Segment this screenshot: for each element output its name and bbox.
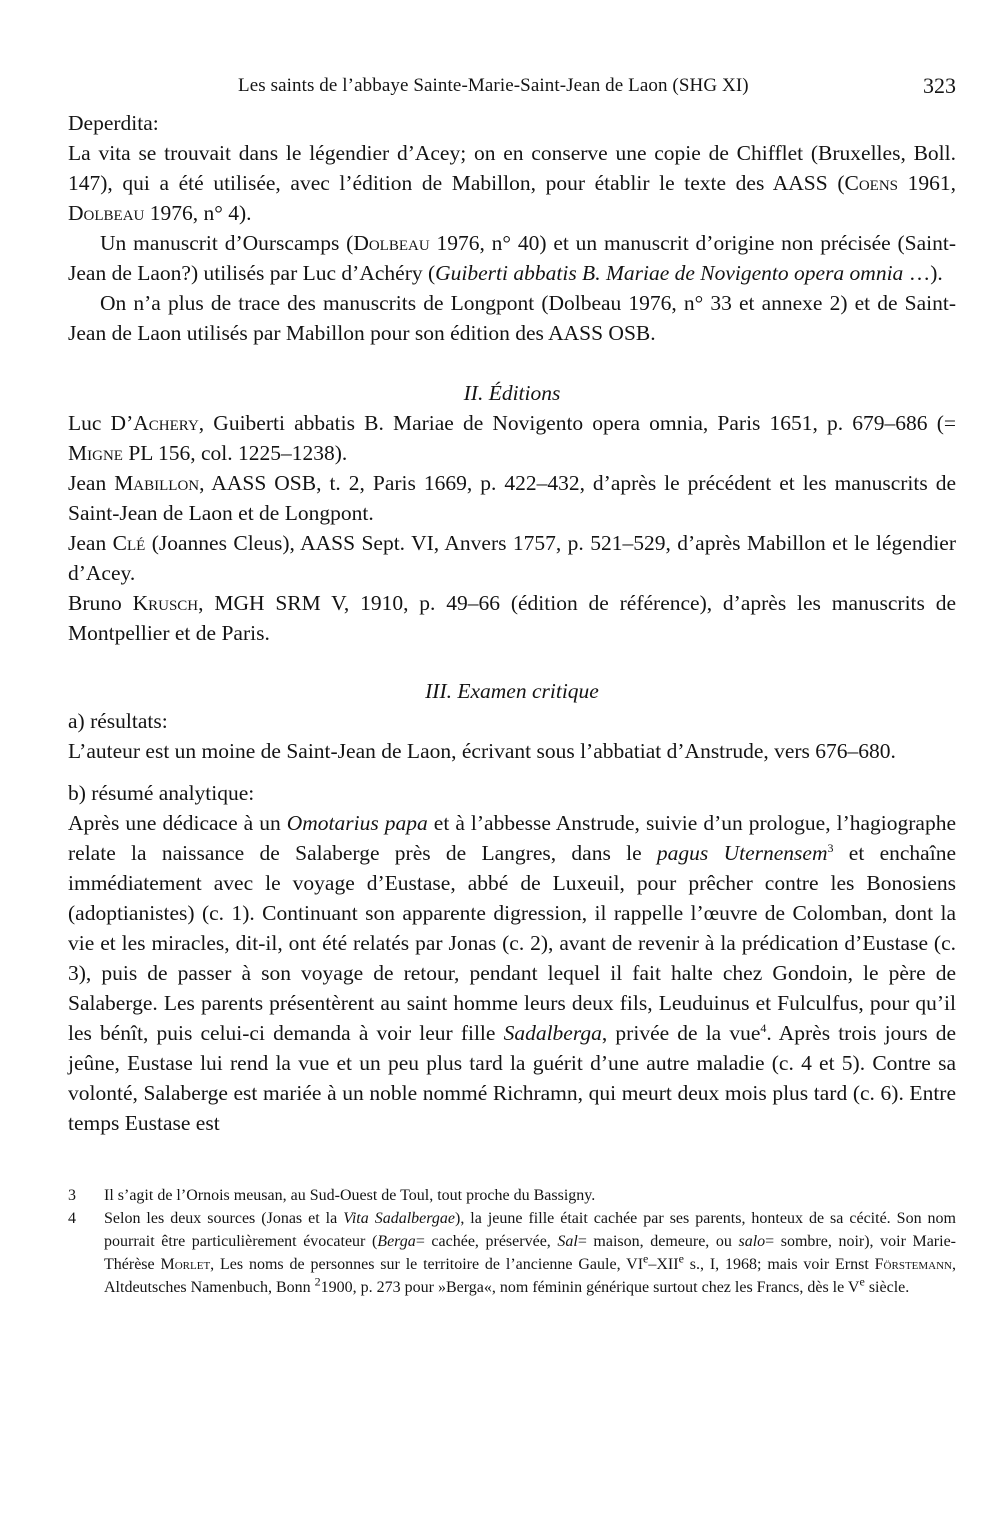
text: , Altdeutsches Namenbuch, Bonn bbox=[104, 1256, 957, 1296]
author-name: Achery bbox=[133, 411, 199, 435]
superscript: e bbox=[643, 1251, 649, 1266]
text: et à l’abbesse Anstrude, suivie d’un prologue, l’hagiographe relate la naissance de Salaberge près de Langres, dans le bbox=[68, 811, 956, 865]
text: 1900, p. 273 pour »Berga«, nom féminin générique surtout chez les Francs, dès le V bbox=[320, 1279, 860, 1296]
edition-entry bbox=[68, 468, 956, 528]
text: La vita se trouvait dans le légendier d’Acey; on en conserve une copie de Chifflet (Bruxelles, Boll. 147), qui a été utilisée, avec l’édition de Mabillon, pour établir le texte des AASS ( bbox=[68, 141, 956, 195]
text: , Guiberti abbatis B. Mariae de Novigento opera omnia, Paris 1651, p. 679–686 (= bbox=[198, 411, 956, 435]
footnote-ref[interactable]: 3 bbox=[827, 840, 834, 855]
page-number: 323 bbox=[923, 73, 956, 98]
italic-term: Sadalberga bbox=[503, 1021, 602, 1045]
section-heading-examen: III. Examen critique bbox=[425, 679, 599, 703]
text: –XII bbox=[648, 1256, 679, 1273]
text: siècle. bbox=[864, 1279, 910, 1296]
deperdita-paragraph-3: On n’a plus de trace des manuscrits de Longpont (Dolbeau 1976, n° 33 et annexe 2) et de Saint-Jean de Laon utilisés par Mabillon pour son édition des AASS OSB. bbox=[68, 291, 956, 345]
author-name: Morlet bbox=[160, 1256, 211, 1273]
author-name: Dolbeau bbox=[68, 201, 145, 225]
work-title: Guiberti abbatis B. Mariae de Novigento opera omnia bbox=[435, 261, 904, 285]
author-name: Förstemann bbox=[874, 1256, 953, 1273]
author-name: Mabillon bbox=[114, 471, 200, 495]
author-name: Coens bbox=[844, 171, 899, 195]
edition-entry bbox=[68, 588, 956, 648]
page bbox=[68, 64, 956, 1299]
footnote-ref[interactable]: 4 bbox=[760, 1020, 767, 1035]
footnotes bbox=[68, 1184, 956, 1299]
author-name: Clé bbox=[112, 531, 146, 555]
text: , AASS OSB, t. 2, Paris 1669, p. 422–432, d’après le précédent et les manuscrits de Saint-Jean de Laon et de Longpont. bbox=[68, 471, 956, 525]
running-head bbox=[68, 64, 956, 108]
footnote-number: 3 bbox=[68, 1187, 76, 1204]
superscript: e bbox=[678, 1251, 684, 1266]
author-name: Migne bbox=[68, 441, 123, 465]
italic-term: pagus Uternensem bbox=[656, 841, 828, 865]
text: Un manuscrit d’Ourscamps ( bbox=[100, 231, 354, 255]
edition-entry bbox=[68, 528, 956, 588]
author-name: Dolbeau bbox=[353, 231, 430, 255]
italic-term: Vita Sadalbergae bbox=[343, 1210, 455, 1227]
text: …). bbox=[903, 261, 943, 285]
text: = maison, demeure, ou bbox=[577, 1233, 739, 1250]
text: . Après trois jours de jeûne, Eustase lui rend la vue et un peu plus tard la guérit d’une autre maladie (c. 4 et 5). Contre sa volonté, Salaberge est mariée à un noble nommé Richramn, qui meurt deux mois plus tard (c. 6). Entre temps Eustase est bbox=[68, 1021, 956, 1135]
summary-paragraph bbox=[68, 808, 956, 1138]
footnote bbox=[68, 1184, 956, 1207]
deperdita-paragraph-1 bbox=[68, 138, 956, 228]
footnote bbox=[68, 1207, 956, 1299]
text: s., I, 1968; mais voir Ernst bbox=[683, 1256, 875, 1273]
text: Selon les deux sources (Jonas et la bbox=[104, 1210, 344, 1227]
subsection-label: a) résultats: bbox=[68, 709, 168, 733]
section-heading-editions: II. Éditions bbox=[463, 381, 561, 405]
italic-term: Omotarius papa bbox=[286, 811, 428, 835]
italic-term: Sal bbox=[557, 1233, 578, 1250]
text: , privée de la vue bbox=[601, 1021, 761, 1045]
footnote-text bbox=[104, 1207, 956, 1299]
text: et enchaîne immédiatement avec le voyage d’Eustase, abbé de Luxeuil, pour prêcher contre les Bonosiens (adoptianistes) (c. 1). Continuant son apparente digression, il rappelle l’œuvre de Colomban, dont la vie et les miracles, dit-il, ont été relatés par Jonas (c. 2), avant de revenir à la prédication d’Eustase (c. 3), puis de passer à son voyage de retour, pendant lequel il fait halte chez Gondoin, le père de Salaberge. Les parents présentèrent au saint homme leurs deux fils, Leuduinus et Fulculfus, pour qu’il les bénît, puis celui-ci demanda à voir leur fille bbox=[68, 841, 956, 1045]
text: Après une dédicace à un bbox=[68, 811, 287, 835]
text: 1976, n° 40) et un manuscrit d’origine non précisée (Saint-Jean de Laon?) utilisés par Luc d’Achéry ( bbox=[68, 231, 956, 285]
text: = sombre, noir), voir Marie-Thérèse bbox=[104, 1233, 957, 1273]
text: ), la jeune fille était cachée par ses parents, honteux de sa cécité. Son nom pourrait être particulièrement évocateur ( bbox=[104, 1210, 957, 1250]
text: Luc D’ bbox=[68, 411, 134, 435]
italic-term: salo bbox=[738, 1233, 766, 1250]
text: 1961, bbox=[898, 171, 957, 195]
text: Jean bbox=[68, 471, 115, 495]
subsection-label: b) résumé analytique: bbox=[68, 781, 255, 805]
text: 1976, n° 4). bbox=[144, 201, 252, 225]
text: (Joannes Cleus), AASS Sept. VI, Anvers 1757, p. 521–529, d’après Mabillon et le légendier d’Acey. bbox=[68, 531, 957, 585]
italic-term: Berga bbox=[377, 1233, 416, 1250]
text: PL 156, col. 1225–1238). bbox=[122, 441, 348, 465]
text: Bruno bbox=[68, 591, 133, 615]
footnote-number: 4 bbox=[68, 1210, 76, 1227]
results-paragraph: L’auteur est un moine de Saint-Jean de Laon, écrivant sous l’abbatiat d’Anstrude, vers 676–680. bbox=[68, 739, 896, 763]
deperdita-paragraph-2 bbox=[68, 228, 956, 288]
author-name: Krusch bbox=[132, 591, 199, 615]
footnote-text: Il s’agit de l’Ornois meusan, au Sud-Ouest de Toul, tout proche du Bassigny. bbox=[104, 1187, 596, 1204]
text: = cachée, préservée, bbox=[415, 1233, 558, 1250]
deperdita-label: Deperdita: bbox=[68, 111, 159, 135]
running-title: Les saints de l’abbaye Sainte-Marie-Saint-Jean de Laon (SHG XI) bbox=[238, 75, 749, 96]
text: , Les noms de personnes sur le territoire de l’ancienne Gaule, VI bbox=[210, 1256, 644, 1273]
edition-entry bbox=[68, 408, 956, 468]
text: , MGH SRM V, 1910, p. 49–66 (édition de référence), d’après les manuscrits de Montpellier et de Paris. bbox=[68, 591, 956, 645]
text: Jean bbox=[68, 531, 113, 555]
superscript: 2 bbox=[314, 1274, 321, 1289]
superscript: e bbox=[859, 1274, 865, 1289]
body-text bbox=[68, 108, 956, 1138]
